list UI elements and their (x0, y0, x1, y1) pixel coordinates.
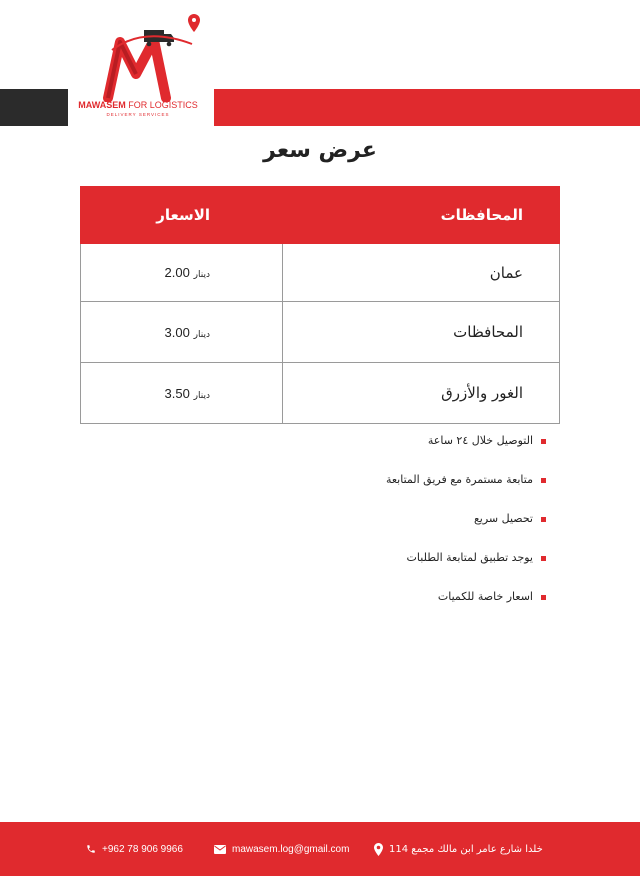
logo-graphic (74, 14, 202, 102)
header-red-bar (214, 89, 640, 126)
envelope-icon (214, 845, 226, 854)
price-value: 3.50 (164, 385, 190, 401)
bullet-square-icon (541, 556, 546, 561)
list-item: التوصيل خلال ٢٤ ساعة (246, 430, 546, 469)
document-title: عرض سعر (263, 138, 377, 163)
features-list (246, 430, 546, 625)
price-cell (81, 302, 283, 363)
header-dark-bar (0, 89, 68, 126)
currency-label: دينار (193, 329, 210, 340)
area-name: المحافظات (283, 302, 560, 363)
list-item: متابعة مستمرة مع فريق المتابعة (246, 469, 546, 508)
table-row (81, 302, 560, 363)
table-header-row (81, 187, 560, 244)
table-row (81, 244, 560, 302)
price-cell (81, 363, 283, 424)
footer-address: خلدا شارع عامر ابن مالك مجمع 114 (368, 841, 543, 857)
header-prices: الاسعار (81, 187, 283, 244)
location-pin-icon (188, 14, 200, 32)
location-pin-icon (374, 843, 383, 856)
bullet-square-icon (541, 439, 546, 444)
currency-label: دينار (193, 270, 210, 280)
logo-tagline: DELIVERY SERVICES (106, 112, 170, 117)
bullet-square-icon (541, 517, 546, 522)
area-name: الغور والأزرق (283, 363, 560, 424)
bullet-square-icon (541, 478, 546, 483)
footer-phone[interactable]: +962 78 906 9966 (80, 841, 183, 857)
company-logo (74, 14, 202, 126)
price-value: 2.00 (164, 265, 190, 280)
area-name: عمان (283, 244, 560, 302)
footer-bar (0, 822, 640, 876)
currency-label: دينار (193, 390, 210, 401)
footer-email[interactable]: mawasem.log@gmail.com (208, 841, 349, 857)
logo-brand-name: MAWASEM FOR LOGISTICS (78, 100, 198, 110)
price-table (80, 186, 560, 424)
price-cell (81, 244, 283, 302)
phone-icon (86, 844, 96, 854)
list-item: اسعار خاصة للكميات (246, 586, 546, 625)
table-row (81, 363, 560, 424)
bullet-square-icon (541, 595, 546, 600)
list-item: تحصيل سريع (246, 508, 546, 547)
list-item: يوجد تطبيق لمتابعة الطلبات (246, 547, 546, 586)
header-governorates: المحافظات (283, 187, 560, 244)
price-value: 3.00 (164, 324, 190, 340)
